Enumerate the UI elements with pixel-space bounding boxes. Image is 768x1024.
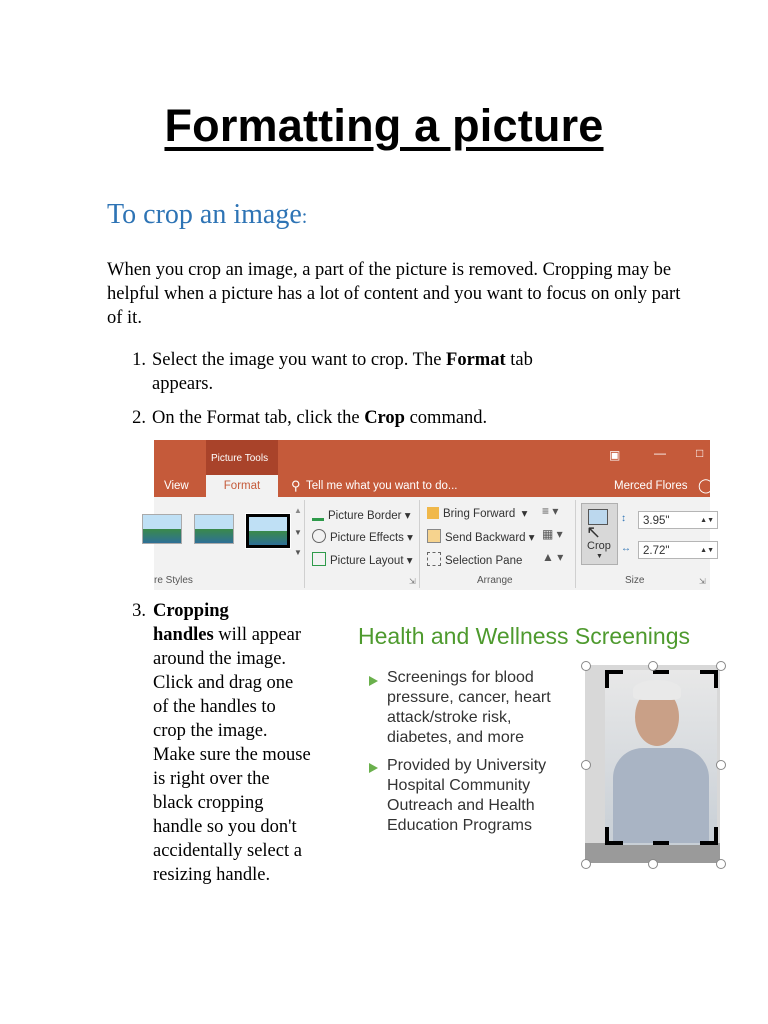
resize-handle[interactable] [581,760,591,770]
styles-scroll-down-icon[interactable]: ▼ [294,528,302,537]
section-heading-colon: : [301,206,308,228]
shape-height-field[interactable] [638,511,718,529]
section-heading [107,199,307,231]
step-3 [126,599,341,889]
slide-title: Health and Wellness Screenings [358,623,690,649]
shape-width-value: 2.72" [643,545,670,557]
photo-hair [633,680,681,700]
picture-style-thumb-2[interactable] [194,514,234,544]
step-1-line-2: appears. [152,374,214,394]
crop-handle-bottom-right[interactable] [700,827,718,845]
ribbon-separator [419,500,420,588]
selection-pane-button[interactable] [427,552,522,567]
picture-effects-icon [312,529,326,543]
send-backward-button[interactable]: Send Backward ▾ [427,529,535,544]
size-group-label: Size [625,575,645,586]
bullet-line: Provided by University [387,757,547,774]
crop-handle-top-left[interactable] [605,670,623,688]
picture-border-icon [312,506,324,521]
step-3-line: resizing handle. [153,865,271,885]
user-icon[interactable]: ◯ [698,477,714,493]
selection-pane-icon [427,552,441,566]
page-title: Formatting a picture [164,100,604,151]
step-2-text: On the Format tab, click the [152,408,365,428]
photo-of-man [605,670,717,845]
styles-more-icon[interactable]: ▼ [294,548,302,557]
bullet-line: pressure, cancer, heart [387,689,551,706]
picture-style-thumb-3[interactable] [246,514,290,548]
step-2-number: 2. [132,408,146,428]
step-3-line: of the handles to [153,697,276,717]
tab-view[interactable]: View [164,480,189,492]
picture-border-label: Picture Border [328,510,402,522]
arrange-group-label: Arrange [477,575,513,586]
bullet-line: Education Programs [387,817,532,834]
picture-border-button[interactable]: Picture Border ▾ [312,506,410,522]
mouse-cursor-icon: ↖ [586,522,602,542]
group-icon[interactable]: ▦ ▾ [542,527,563,541]
crop-dropdown-icon: ▼ [596,553,603,560]
maximize-icon[interactable]: □ [696,446,704,460]
slide-bullet-1 [387,668,551,748]
resize-handle[interactable] [581,661,591,671]
picture-layout-button[interactable]: Picture Layout ▾ [312,552,412,567]
bullet-line: Hospital Community [387,777,531,794]
resize-handle[interactable] [648,661,658,671]
step-2-line [152,406,487,430]
crop-handle-bottom[interactable] [653,841,669,845]
resize-handle[interactable] [648,859,658,869]
rotate-icon[interactable]: ▲ ▾ [542,550,564,564]
send-backward-label: Send Backward [445,532,526,544]
step-3-bold-2: handles [153,625,214,645]
selection-pane-label: Selection Pane [445,555,523,567]
crop-handle-top[interactable] [653,670,669,674]
height-spinner-icon[interactable]: ▲▼ [700,517,714,524]
step-1-text: Select the image you want to crop. The [152,350,447,370]
picture-styles-group-label: re Styles [154,575,193,586]
step-3-line: Click and drag one [153,673,294,693]
shape-height-icon: ↕ [621,513,626,524]
bring-forward-label: Bring Forward [443,508,516,520]
step-2-tail: command. [404,408,488,428]
picture-layout-label: Picture Layout [330,555,404,567]
resize-handle[interactable] [716,760,726,770]
picture-tools-label: Picture Tools [211,453,269,464]
step-3-line: Make sure the mouse [153,745,311,765]
step-1 [126,348,686,398]
shape-width-icon: ↔ [621,543,631,554]
send-backward-icon [427,529,441,543]
picture-effects-button[interactable]: Picture Effects ▾ [312,529,413,544]
bullet-arrow-icon [369,676,378,686]
picture-effects-label: Picture Effects [330,532,404,544]
bullet-line: attack/stroke risk, [387,709,512,726]
photo-frame[interactable] [585,665,720,863]
tab-format[interactable]: Format [206,475,278,497]
step-3-number: 3. [132,601,146,621]
step-1-tail: tab [505,350,533,370]
bullet-line: Outreach and Health [387,797,535,814]
step-3-line: crop the image. [153,721,268,741]
step-1-line-1 [152,348,533,372]
step-2 [126,406,686,432]
crop-handle-top-right[interactable] [700,670,718,688]
shape-height-value: 3.95" [643,515,670,527]
crop-label: Crop [587,540,611,552]
resize-handle[interactable] [716,661,726,671]
shape-width-field[interactable] [638,541,718,559]
tell-me-box[interactable]: Tell me what you want to do... [306,480,458,492]
resize-handle[interactable] [581,859,591,869]
intro-paragraph: When you crop an image, a part of the picture is removed. Cropping may be helpful when a picture has a lot of content and you want to focus on only part of it. [107,260,681,328]
step-3-tail: will appear [213,625,301,645]
ribbon-screenshot [154,440,714,590]
picture-style-thumb-1[interactable] [142,514,182,544]
bullet-line: diabetes, and more [387,729,524,746]
bring-forward-icon [427,507,439,519]
ribbon-separator [575,500,576,588]
bullet-line: Screenings for blood [387,669,534,686]
step-1-bold: Format [446,350,506,370]
step-3-line: around the image. [153,649,287,669]
minimize-icon[interactable]: — [654,446,666,460]
styles-scroll-up-icon[interactable]: ▲ [294,506,302,515]
photo-shirt [613,748,709,843]
section-heading-text: To crop an image [107,199,302,230]
slide-bullet-2 [387,756,546,836]
step-3-line: handle so you don't [153,817,297,837]
step-1-number: 1. [132,350,146,370]
crop-handle-bottom-left[interactable] [605,827,623,845]
ribbon-display-icon[interactable]: ▣ [609,448,621,462]
bring-forward-button[interactable]: Bring Forward ▾ [427,506,527,520]
step-3-bold-1: Cropping [153,601,229,621]
step-3-line: accidentally select a [153,841,302,861]
step-3-line: is right over the [153,769,270,789]
bullet-arrow-icon [369,763,378,773]
dialog-launcher-icon[interactable]: ⇲ [409,577,416,586]
align-icon[interactable]: ≡ ▾ [542,504,559,518]
step-3-line-2 [153,623,301,647]
step-2-bold: Crop [364,408,405,428]
example-slide [355,620,725,870]
step-3-line: black cropping [153,793,264,813]
picture-layout-icon [312,552,326,566]
size-dialog-launcher-icon[interactable]: ⇲ [699,577,706,586]
resize-handle[interactable] [716,859,726,869]
user-name[interactable]: Merced Flores [614,480,688,492]
ribbon-separator [304,500,305,588]
lightbulb-icon: ⚲ [291,478,301,493]
width-spinner-icon[interactable]: ▲▼ [700,547,714,554]
